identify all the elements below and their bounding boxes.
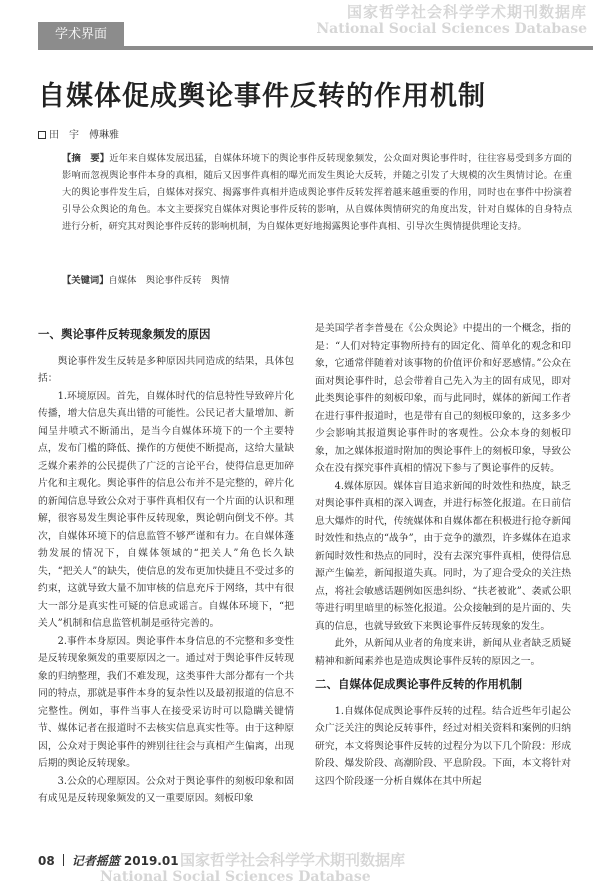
watermark-top	[316, 4, 587, 37]
watermark-cn: 国家哲学社会科学学术期刊数据库	[346, 3, 587, 21]
abstract	[62, 150, 572, 235]
keywords-label: 【关键词】	[62, 275, 109, 286]
header-rule	[38, 46, 593, 50]
watermark-en: National Social Sciences Database	[100, 869, 371, 886]
author-names: 田 宇 傅琳雅	[49, 130, 119, 141]
section-tab: 学术界面	[38, 22, 124, 47]
article-title: 自媒体促成舆论事件反转的作用机制	[38, 81, 486, 112]
keywords	[62, 272, 572, 289]
right-column	[315, 320, 571, 790]
left-column	[38, 320, 294, 808]
authors	[38, 126, 119, 141]
section-heading-2: 二、自媒体促成舆论事件反转的作用机制	[315, 677, 522, 691]
paragraph: 4.媒体原因。媒体盲目追求新闻的时效性和热度，缺乏对舆论事件真相的深入调查，并进行标签化报道。在日前信息大爆炸的时代，传统媒体和自媒体都在积极进行抢夺新闻时效性和热点的“战争”，由于竞争的激烈，许多媒体在追求新闻时效性和热点的同时，没有去深究事件真相，使得信息源产生偏差，新闻报道失真。同时，为了迎合受众的关注热点，将社会敏感话题例如医患纠纷、“扶老被讹”、袭贰公职等进行明里暗里的标签化报道。公众接触到的是片面的、失真的信息，也就导致致下来舆论事件反转现象的发生。	[315, 480, 571, 632]
page-footer	[38, 852, 179, 869]
watermark-cn: 国家哲学社会科学学术期刊数据库	[180, 851, 406, 869]
page-number: 08	[38, 854, 55, 868]
magazine-name: 记者摇篮	[71, 854, 120, 868]
paragraph: 是美国学者李普曼在《公众舆论》中提出的一个概念，指的是：“人们对特定事物所持有的固定化、简单化的观念和印象，它通常伴随着对该事物的价值评价和好恶感情。”公众在面对舆论事件时，总会带着自己先入为主的固有成见，即对此类舆论事件的刻板印象，而与此同时，媒体的新闻工作者在进行事件报道时，也是带有自己的刻板印象的，这多多少少会影响其报道舆论事件时的客观性。公众本身的刻板印象，加之媒体报道时附加的舆论事件上的刻板印象，导致公众在没有探究事件真相的情况下参与了舆论事件的反转。	[315, 323, 571, 474]
paragraph: 1.自媒体促成舆论事件反转的过程。结合近些年引起公众广泛关注的舆论反转事件，经过对相关资料和案例的归纳研究，本文将舆论事件反转的过程分为以下几个阶段：形成阶段、爆发阶段、高潮阶段、平息阶段。下面，本文将针对这四个阶段逐一分析自媒体在其中所起	[315, 705, 571, 787]
watermark-en: National Social Sciences Database	[316, 21, 587, 38]
keywords-text: 自媒体 舆论事件反转 舆情	[108, 275, 230, 286]
abstract-text: 近年来自媒体发展迅猛，自媒体环境下的舆论事件反转现象频发，公众面对舆论事件时，往往容易受到多方面的影响而忽视舆论事件本身的真相，随后又因事件真相的曝光而发生舆论大反转，并随之引发了大规模的次生舆情讨论。在重大的舆论事件发生后，自媒体对探究、揭露事件真相并造成舆论事件反转发挥着越来越重要的作用，同时也在事件中扮演着引导公众舆论的角色。本文主要探究自媒体对舆论事件反转的影响，从自媒体舆情研究的角度出发，针对自媒体的自身特点进行分析，研究其对舆论事件反转的影响机制，为自媒体更好地揭露舆论事件真相、引导次生舆情提供理论支持。	[62, 153, 572, 232]
paragraph: 3.公众的心理原因。公众对于舆论事件的刻板印象和固有成见是反转现象频发的又一重要原因。刻板印象	[38, 775, 294, 804]
paragraph: 此外，从新闻从业者的角度来讲，新闻从业者缺乏质疑精神和新闻素养也是造成舆论事件反转的原因之一。	[315, 638, 571, 667]
issue-number: 2019.01	[123, 854, 179, 868]
abstract-label: 【摘 要】	[62, 153, 110, 164]
paragraph: 2.事件本身原因。舆论事件本身信息的不完整和多变性是反转现象频发的重要原因之一。通过对于舆论事件反转现象的归纳整理，我们不难发现，这类事件大部分都有一个共同的特点，那就是事件本身的复杂性以及最初报道的信息不完整性。例如，事件当事人在接受采访时可以隐瞒关键情节、媒体记者在报道时不去核实信息真实性等。由于这种原因，公众对于舆论事件的辨别往往会与真相产生偏离，出现后期的舆论反转现象。	[38, 635, 294, 769]
paragraph: 舆论事件发生反转是多种原因共同造成的结果，具体包括：	[38, 355, 294, 384]
section-heading-1: 一、舆论事件反转现象频发的原因	[38, 327, 211, 341]
footer-divider	[63, 854, 64, 866]
author-box-icon	[38, 131, 46, 139]
paragraph: 1.环境原因。首先，自媒体时代的信息特性导致碎片化传播，增大信息失真出错的可能性。公民记者大量增加、新闻呈井喷式不断涌出，是当今自媒体环境下的一个主要特点，发布门槛的降低、操作的方便使不断提高，这给大量缺乏媒介素养的公民提供了广泛的言论平台，使得信息更加碎片化和主观化。舆论事件的信息公布并不是完整的，碎片化的新闻信息导致公众对于事件真相仅有一个片面的认识和理解，很容易发生舆论事件反转现象，舆论朝向倒戈不停。其次，自媒体环境下的信息监管不够严谨和有力。在自媒体蓬勃发展的情况下，自媒体领域的“把关人”角色长久缺失，“把关人”的缺失，使信息的发布更加快捷且不受过多的约束，这就导致大量不加审核的信息充斥于网络，其中有很大一部分是真实性可疑的信息或谣言。自媒体环境下，“把关人”机制和信息监管机制是亟待完善的。	[38, 390, 294, 629]
